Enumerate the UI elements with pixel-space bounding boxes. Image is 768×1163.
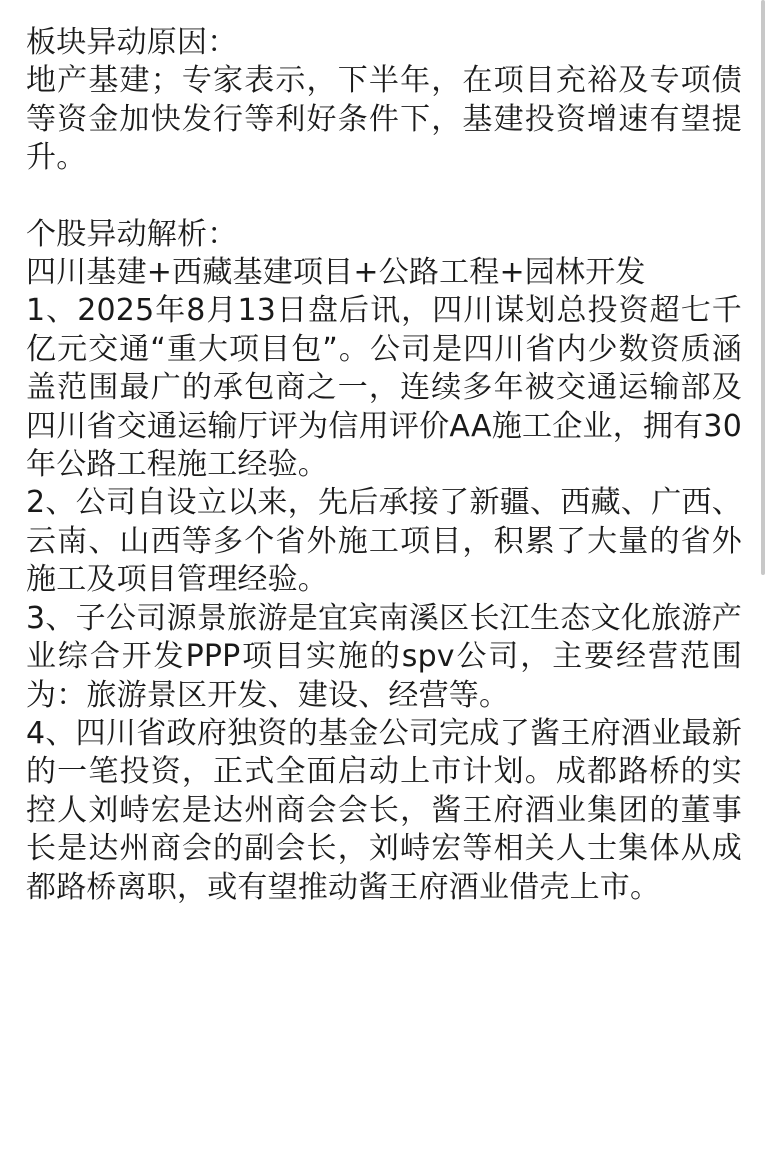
section-heading-reason: 板块异动原因： [26,25,238,60]
list-item: 4、四川省政府独资的基金公司完成了酱王府酒业最新的一笔投资，正式全面启动上市计划。成都路桥的实控人刘峙宏是达州商会会长，酱王府酒业集团的董事长是达州商会的副会长，刘峙宏等相关人士集体从成都路桥离职，或有望推动酱王府酒业借壳上市。 [26,715,742,905]
list-item: 1、2025年8月13日盘后讯，四川谋划总投资超七千亿元交通“重大项目包”。公司是四川省内少数资质涵盖范围最广的承包商之一，连续多年被交通运输部及四川省交通运输厅评为信用评价AA施工企业，拥有30年公路工程施工经验。 [26,293,742,483]
concept-tags: 四川基建+西藏基建项目+公路工程+园林开发 [26,255,646,291]
paragraph-spacer [26,178,742,216]
list-item: 2、公司自设立以来，先后承接了新疆、西藏、广西、云南、山西等多个省外施工项目，积累了大量的省外施工及项目管理经验。 [26,485,742,598]
list-item: 3、子公司源景旅游是宜宾南溪区长江生态文化旅游产业综合开发PPP项目实施的spv公司，主要经营范围为：旅游景区开发、建设、经营等。 [26,600,742,713]
section-heading-analysis: 个股异动解析： [26,216,238,252]
section-body-reason: 地产基建；专家表示，下半年，在项目充裕及专项债等资金加快发行等利好条件下，基建投资增速有望提升。 [26,63,742,176]
scrollbar[interactable] [761,0,765,575]
article-content [26,24,742,907]
